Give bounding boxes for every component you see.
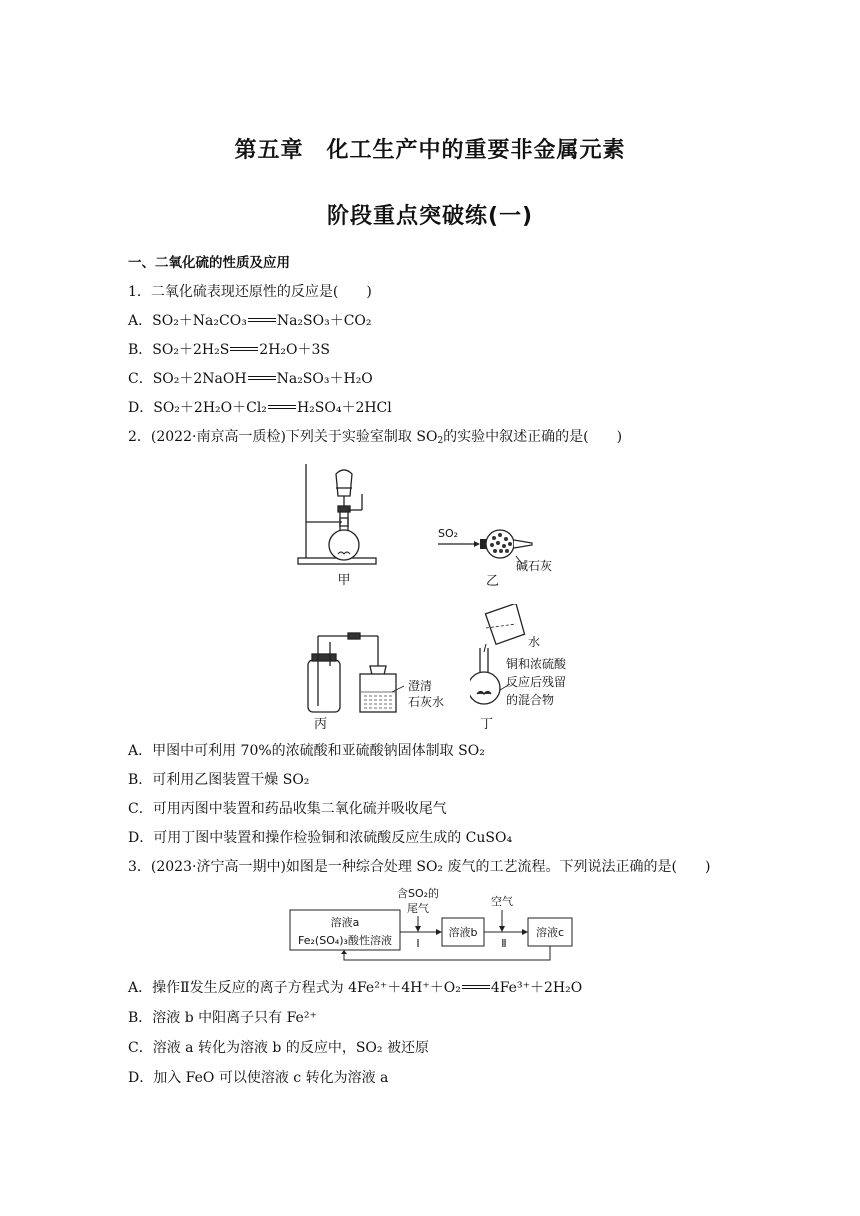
label-limewater-2: 石灰水 (408, 695, 445, 709)
label-mixture-1: 铜和浓硫酸 (506, 657, 567, 671)
equation-rhs: 2H₂O＋3S (259, 342, 331, 358)
section-heading: 一、二氧化硫的性质及应用 (128, 255, 290, 271)
label-yi: 乙 (486, 574, 500, 589)
equation-lhs: SO₂＋2H₂O＋Cl₂ (153, 400, 267, 416)
label-solution-a-desc: Fe₂(SO₄)₃酸性溶液 (298, 934, 392, 947)
q1-option-b (128, 340, 330, 360)
equals-sign (248, 316, 276, 326)
label-input-gas-2: 尾气 (407, 902, 429, 915)
equation-lhs: 4Fe²⁺＋4H⁺＋O₂ (348, 980, 461, 996)
equals-sign (462, 983, 490, 993)
option-label: C． (128, 371, 153, 387)
label-jia: 甲 (337, 573, 351, 587)
stem-suffix: 的实验中叙述正确的是( ) (443, 429, 623, 445)
option-label: A． (128, 313, 153, 329)
pouring-beaker (485, 604, 526, 645)
rubber-connector (348, 633, 360, 639)
q3-option-b: B．溶液 b 中阳离子只有 Fe²⁺ (128, 1010, 317, 1026)
q2-option-a: A．甲图中可利用 70%的浓硫酸和亚硫酸钠固体制取 SO₂ (128, 743, 485, 759)
label-step-1: Ⅰ (416, 937, 420, 950)
question-1-stem: 1．二氧化硫表现还原性的反应是( ) (128, 284, 372, 300)
equals-sign (248, 374, 276, 384)
label-soda-lime: 碱石灰 (516, 559, 553, 573)
option-prefix: A．操作Ⅱ发生反应的离子方程式为 (128, 980, 349, 996)
gas-collecting-bottle (308, 660, 340, 712)
q1-option-d (128, 398, 392, 418)
apparatus-ding-figure (470, 604, 600, 732)
label-step-2: Ⅱ (501, 937, 507, 950)
equation-rhs: H₂SO₄＋2HCl (296, 400, 392, 416)
equals-sign (268, 403, 296, 413)
equation-rhs: 4Fe³⁺＋2H₂O (490, 980, 583, 996)
option-label: D． (128, 400, 154, 416)
stem-prefix: 2．(2022·南京高一质检)下列关于实验室制取 SO (128, 429, 438, 445)
label-solution-c: 溶液c (535, 926, 565, 939)
q3-option-a (128, 978, 582, 998)
equation-lhs: SO₂＋Na₂CO₃ (152, 313, 247, 329)
stem-subscript: 2 (437, 436, 444, 446)
round-flask (329, 530, 359, 560)
question-2-stem (128, 427, 622, 447)
q1-option-a (128, 311, 372, 331)
label-input-air: 空气 (491, 895, 513, 908)
label-bing: 丙 (314, 717, 328, 732)
option-label: B． (128, 342, 153, 358)
equation-rhs: Na₂SO₃＋H₂O (276, 371, 373, 387)
label-so2: SO₂ (438, 527, 459, 540)
section-title: 阶段重点突破练(一) (326, 204, 534, 229)
q2-option-c: C．可用丙图中装置和药品收集二氧化硫并吸收尾气 (128, 801, 447, 817)
label-limewater-1: 澄清 (408, 679, 433, 693)
label-mixture-3: 的混合物 (506, 693, 555, 707)
label-solution-a: 溶液a (330, 916, 360, 929)
question-3-stem: 3．(2023·济宁高一期中)如图是一种综合处理 SO₂ 废气的工艺流程。下列说法正确的是( ) (128, 859, 711, 875)
round-flask-ding (470, 672, 500, 704)
equals-sign (230, 345, 258, 355)
label-ding: 丁 (480, 717, 494, 732)
q2-option-d: D．可用丁图中装置和操作检验铜和浓硫酸反应生成的 CuSO₄ (128, 830, 513, 846)
equation-lhs: SO₂＋2H₂S (152, 342, 230, 358)
process-flow-diagram (286, 884, 586, 966)
q3-option-d: D．加入 FeO 可以使溶液 c 转化为溶液 a (128, 1070, 389, 1086)
stopper (338, 506, 350, 512)
equation-lhs: SO₂＋2NaOH (152, 371, 247, 387)
equation-rhs: Na₂SO₃＋CO₂ (276, 313, 372, 329)
label-solution-b: 溶液b (448, 926, 478, 939)
chapter-title: 第五章 化工生产中的重要非金属元素 (234, 138, 626, 163)
q2-option-b: B．可利用乙图装置干燥 SO₂ (128, 772, 310, 788)
q1-option-c (128, 369, 373, 389)
q3-option-c: C．溶液 a 转化为溶液 b 的反应中，SO₂ 被还原 (128, 1040, 429, 1056)
beaker (360, 674, 396, 712)
label-mixture-2: 反应后残留 (506, 675, 567, 689)
label-input-gas-1: 含SO₂的 (396, 887, 440, 900)
apparatus-jia-figure (296, 462, 396, 587)
apparatus-yi-figure (434, 522, 574, 592)
bottle-stopper (312, 654, 336, 661)
label-water: 水 (528, 635, 541, 649)
dropping-funnel (336, 470, 352, 496)
apparatus-bing-figure (300, 626, 460, 732)
